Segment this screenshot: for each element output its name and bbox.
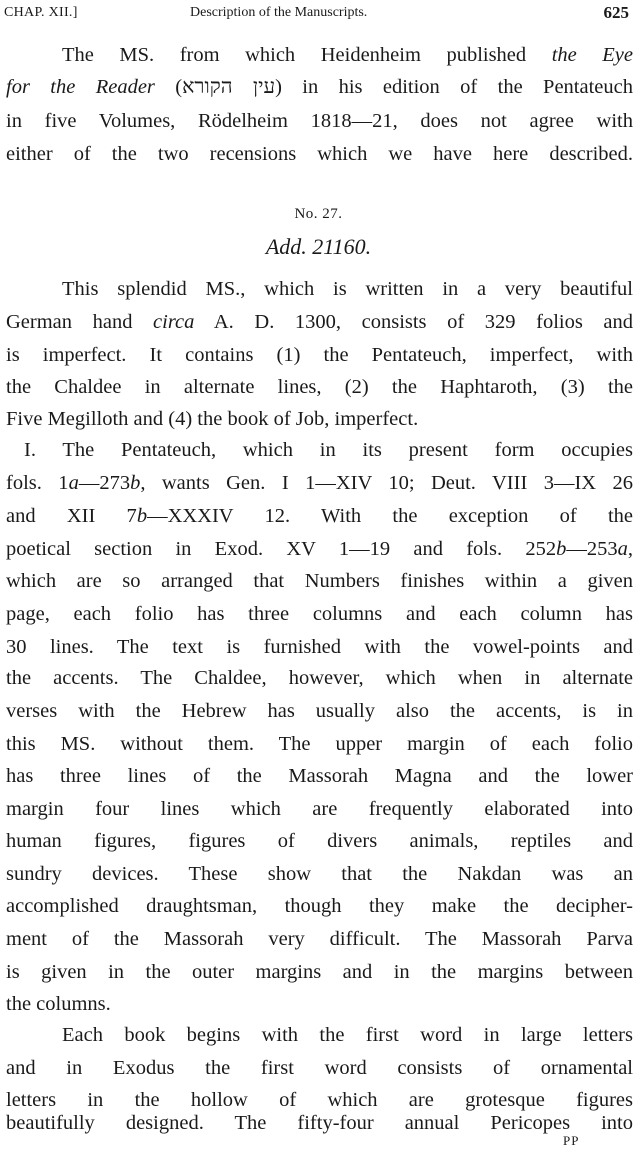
para2-line5: Five Megilloth and (4) the book of Job, imperfect. [6, 408, 419, 430]
text-run: ( [154, 76, 183, 98]
text-run: —273 [78, 472, 131, 494]
text-run: poetical section in Exod. XV 1—19 and fols. 252 [6, 538, 557, 560]
text-run: A. D. 1300, consists of 329 folios and [194, 311, 633, 333]
text-run: and XII 7 [6, 505, 137, 527]
text-run: , wants Gen. I 1—XIV 10; Deut. VIII 3—IX 26 [140, 472, 634, 494]
para3-line2 [6, 470, 633, 496]
manuscript-shelfmark: Add. 21160. [265, 234, 372, 259]
signature-mark: PP [563, 1133, 580, 1148]
para3-line12: margin four lines which are frequently elaborated into [6, 798, 633, 820]
italic-letter: a [68, 472, 79, 494]
manuscript-number: No. 27. [294, 206, 343, 222]
para1-line2 [6, 74, 633, 100]
para2-line4: the Chaldee in alternate lines, (2) the Haphtaroth, (3) the [6, 376, 633, 398]
italic-title: for the Reader [6, 76, 155, 98]
para3-line4 [6, 536, 633, 562]
para3-line5: which are so arranged that Numbers finishes within a given [6, 570, 633, 592]
text-run: German hand [6, 311, 154, 333]
text-run: The MS. from which Heidenheim published [62, 44, 552, 66]
para3-line9: verses with the Hebrew has usually also the accents, is in [6, 700, 633, 722]
para4-line2: and in Exodus the first word consists of ornamental [6, 1057, 633, 1079]
para2-line2 [6, 309, 633, 335]
italic-letter: b [136, 505, 148, 527]
italic-letter: b [130, 472, 141, 494]
italic-word: circa [153, 311, 195, 333]
para3-line6: page, each folio has three columns and each column has [6, 603, 633, 625]
running-title: Description of the Manuscripts. [190, 5, 368, 20]
hebrew-title: עין הקורא [182, 76, 276, 98]
para1-line3: in five Volumes, Rödelheim 1818—21, does not agree with [6, 110, 633, 132]
para3-line18: the columns. [6, 993, 111, 1015]
para3-line1: I. The Pentateuch, which in its present form occupies [24, 439, 633, 461]
page-number: 625 [603, 3, 629, 22]
text-run: , [627, 538, 633, 560]
text-run: fols. 1 [6, 472, 69, 494]
para4-line1: Each book begins with the first word in large letters [62, 1024, 633, 1046]
text-run: ) in his edition of the Pentateuch [275, 76, 633, 98]
para3-line8: the accents. The Chaldee, however, which when in alternate [6, 667, 633, 689]
para3-line3 [6, 503, 633, 529]
para1-line4: either of the two recensions which we have here described. [6, 143, 633, 165]
para3-line13: human figures, figures of divers animals, reptiles and [6, 830, 633, 852]
para3-line15: accomplished draughtsman, though they make the decipher- [6, 895, 633, 917]
para3-line16: ment of the Massorah very difficult. The Massorah Parva [6, 928, 633, 950]
para2-line1: This splendid MS., which is written in a very beautiful [62, 278, 633, 300]
para4-line4: beautifully designed. The fifty-four annual Pericopes into [6, 1112, 633, 1134]
running-head [4, 3, 629, 23]
para3-line7: 30 lines. The text is furnished with the vowel-points and [6, 636, 633, 658]
para3-line10: this MS. without them. The upper margin of each folio [6, 733, 633, 755]
para1-line1 [62, 42, 633, 68]
italic-letter: a [617, 538, 628, 560]
italic-letter: b [556, 538, 567, 560]
text-run: —253 [566, 538, 618, 560]
text-run: —XXXIV 12. With the exception of the [147, 505, 634, 527]
italic-title: the Eye [551, 44, 634, 66]
chapter-label: CHAP. XII.] [4, 5, 78, 20]
para4-line3: letters in the hollow of which are grotesque figures [6, 1089, 633, 1111]
para3-line14: sundry devices. These show that the Nakdan was an [6, 863, 633, 885]
para2-line3: is imperfect. It contains (1) the Pentateuch, imperfect, with [6, 344, 633, 366]
para3-line11: has three lines of the Massorah Magna and the lower [6, 765, 633, 787]
para3-line17: is given in the outer margins and in the margins between [6, 961, 633, 983]
